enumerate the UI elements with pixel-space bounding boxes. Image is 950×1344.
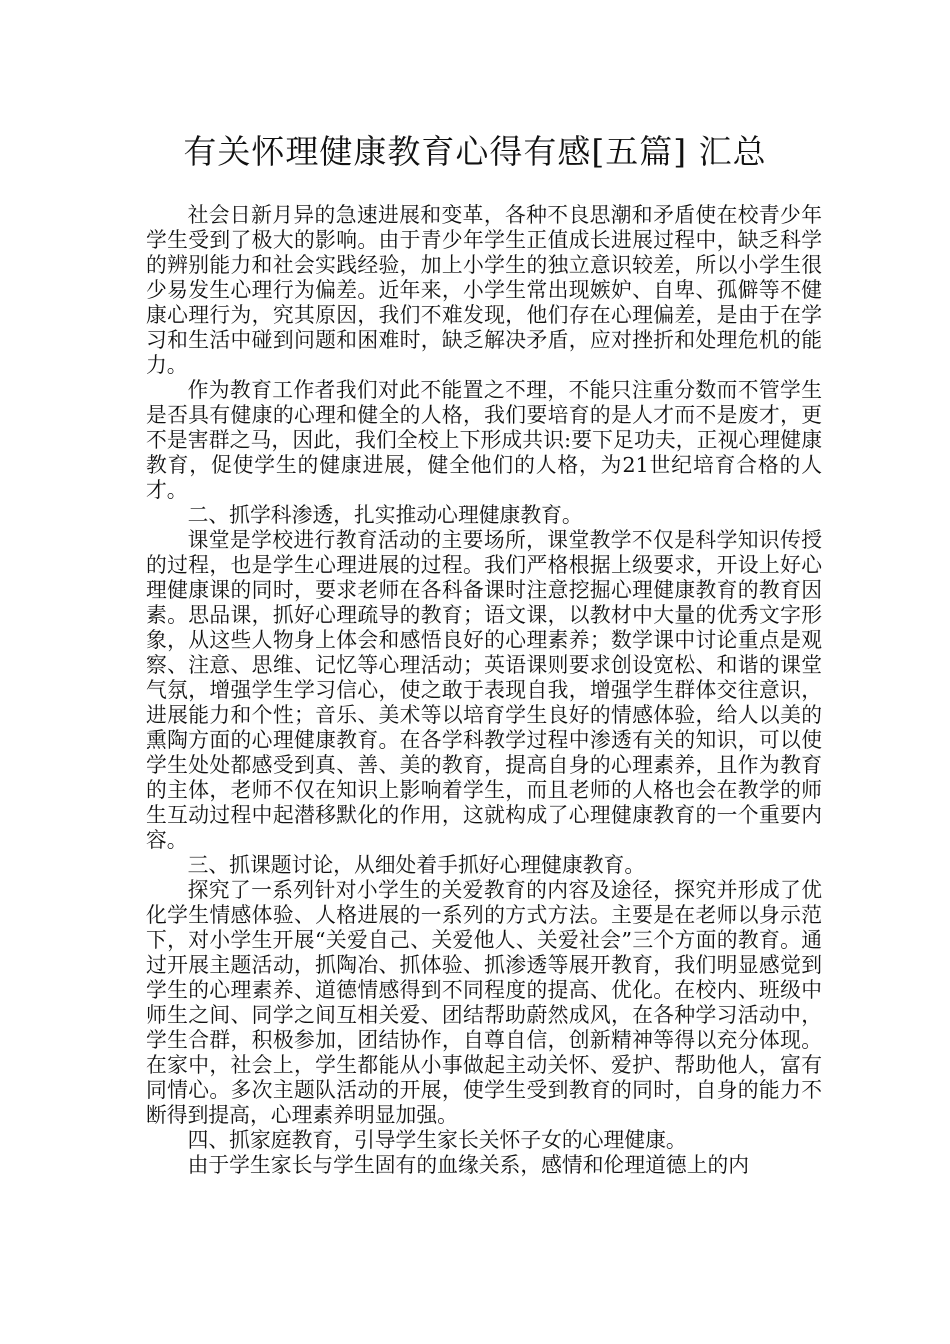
paragraph-intro: 社会日新月异的急速进展和变革，各种不良思潮和矛盾使在校青少年学生受到了极大的影响。由于青少年学生正值成长进展过程中，缺乏科学的辨别能力和社会实践经验，加上小学生的独立意识较差，所以小学生很少易发生心理行为偏差。近年来，小学生常出现嫉妒、自卑、孤僻等不健康心理行为，究其原因，我们不难发现，他们存在心理偏差，是由于在学习和生活中碰到问题和困难时，缺乏解决矛盾，应对挫折和处理危机的能力。 bbox=[146, 203, 822, 377]
section-heading-two: 二、抓学科渗透，扎实推动心理健康教育。 bbox=[187, 503, 583, 527]
document-body bbox=[146, 203, 822, 1178]
paragraph-classroom: 课堂是学校进行教育活动的主要场所，课堂教学不仅是科学知识传授的过程，也是学生心理进展的过程。我们严格根据上级要求，开设上好心理健康课的同时，要求老师在各科备课时注意挖掘心理健康教育的教育因素。思品课，抓好心理疏导的教育；语文课，以教材中大量的优秀文字形象，从这些人物身上体会和感悟良好的心理素养；数学课中讨论重点是观察、注意、思维、记忆等心理活动；英语课则要求创设宽松、和谐的课堂气氛，增强学生学习信心，使之敢于表现自我，增强学生群体交往意识，进展能力和个性；音乐、美术等以培育学生良好的情感体验，给人以美的熏陶方面的心理健康教育。在各学科教学过程中渗透有关的知识，可以使学生处处都感受到真、善、美的教育，提高自身的心理素养，且作为教育的主体，老师不仅在知识上影响着学生，而且老师的人格也会在教学的师生互动过程中起潜移默化的作用，这就构成了心理健康教育的一个重要内容。 bbox=[146, 528, 822, 852]
document-title: 有关怀理健康教育心得有感[五篇] 汇总 bbox=[183, 132, 767, 171]
paragraph-family: 由于学生家长与学生固有的血缘关系，感情和伦理道德上的内 bbox=[187, 1153, 750, 1177]
paragraph-research: 探究了一系列针对小学生的关爱教育的内容及途径，探究并形成了优化学生情感体验、人格进展的一系列的方式方法。主要是在老师以身示范下，对小学生开展“关爱自己、关爱他人、关爱社会”三个方面的教育。通过开展主题活动，抓陶冶、抓体验、抓渗透等展开教育，我们明显感觉到学生的心理素养、道德情感得到不同程度的提高、优化。在校内、班级中师生之间、同学之间互相关爱、团结帮助蔚然成风，在各种学习活动中，学生合群，积极参加，团结协作，自尊自信，创新精神等得以充分体现。在家中，社会上，学生都能从小事做起主动关怀、爱护、帮助他人，富有同情心。多次主题队活动的开展，使学生受到教育的同时，自身的能力不断得到提高，心理素养明显加强。 bbox=[146, 878, 822, 1127]
section-heading-four: 四、抓家庭教育，引导学生家长关怀子女的心理健康。 bbox=[187, 1128, 687, 1152]
paragraph-educators: 作为教育工作者我们对此不能置之不理，不能只注重分数而不管学生是否具有健康的心理和健全的人格，我们要培育的是人才而不是废才，更不是害群之马，因此，我们全校上下形成共识:要下足功夫，正视心理健康教育，促使学生的健康进展，健全他们的人格，为21世纪培育合格的人才。 bbox=[146, 378, 822, 502]
section-heading-three: 三、抓课题讨论，从细处着手抓好心理健康教育。 bbox=[187, 853, 646, 877]
